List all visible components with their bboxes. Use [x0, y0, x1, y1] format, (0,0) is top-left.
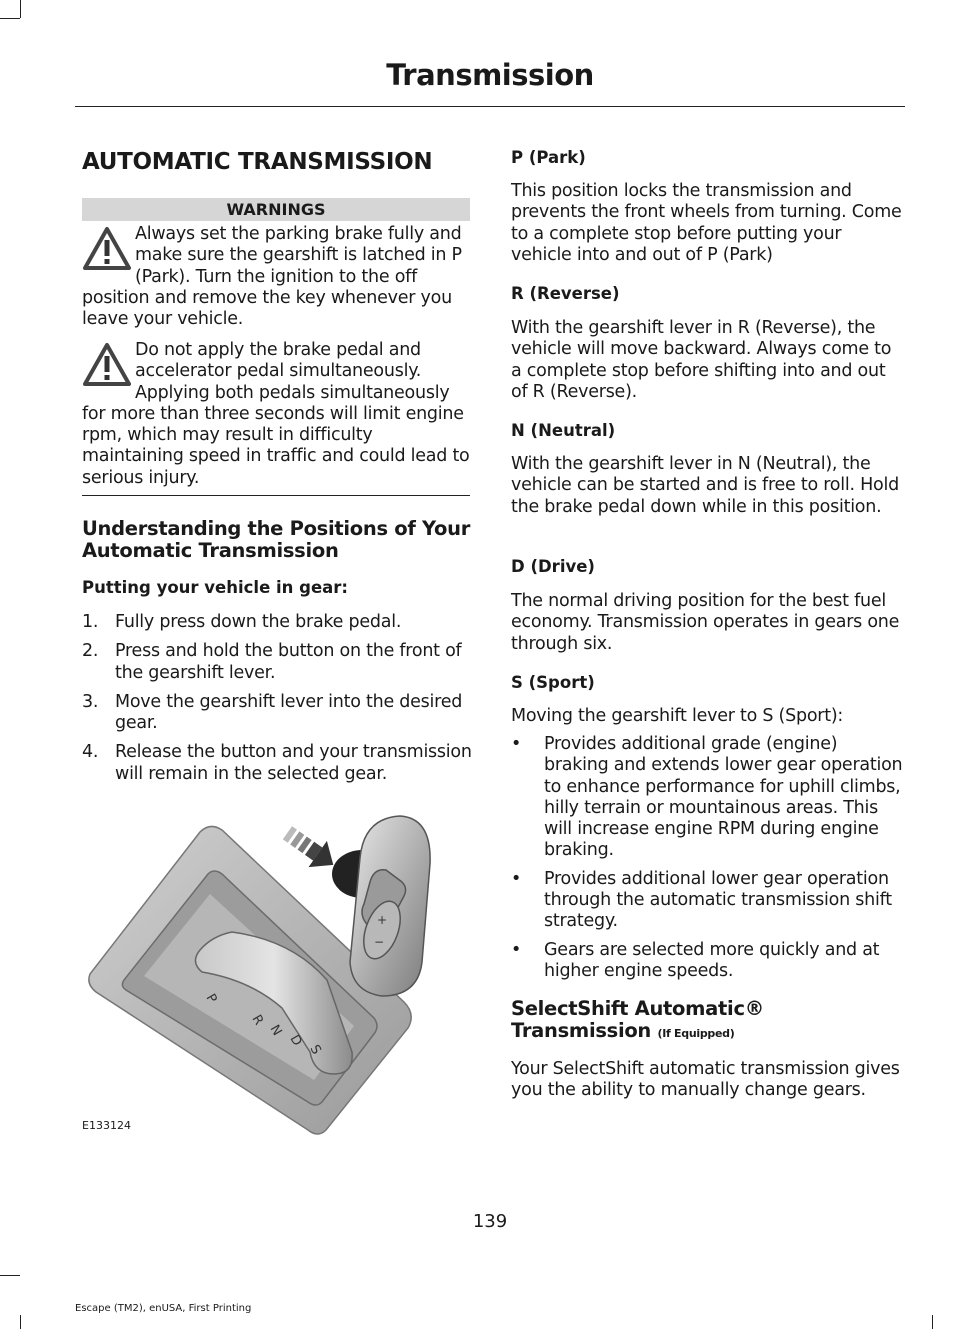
gear-label: Putting your vehicle in gear: [82, 578, 349, 597]
sport-bullets [511, 734, 903, 989]
gate-label-d: D [286, 1032, 305, 1049]
title-divider [75, 106, 905, 107]
selectshift-heading [511, 998, 903, 1044]
neutral-heading: N (Neutral) [511, 421, 616, 440]
park-text: This position locks the transmission and prevents the front wheels from turning. Come to a complete stop before putting your vehicle into and out of P (Park) [511, 181, 902, 265]
subsection-title: Understanding the Positions of Your Automatic Transmission [82, 517, 471, 562]
selectshift-title: SelectShift Automatic® Transmission [511, 997, 764, 1042]
list-item: • Gears are selected more quickly and at higher engine speeds. [511, 939, 880, 981]
warnings-header: WARNINGS [82, 198, 470, 221]
gate-label-n: N [266, 1022, 285, 1039]
crop-mark [932, 1315, 933, 1329]
reverse-heading: R (Reverse) [511, 284, 620, 303]
gate-label-r: R [248, 1012, 267, 1028]
page-title: Transmission [386, 58, 594, 92]
list-item: 2. Press and hold the button on the front of the gearshift lever. [82, 641, 462, 683]
warning-2 [82, 340, 470, 489]
section-title: AUTOMATIC TRANSMISSION [82, 149, 433, 175]
drive-text: The normal driving position for the best fuel economy. Transmission operates in gears one through six. [511, 591, 900, 654]
gate-label-s: S [306, 1042, 324, 1058]
warning-triangle-icon [82, 342, 132, 388]
gear-steps [82, 612, 472, 793]
sport-intro: Moving the gearshift lever to S (Sport): [511, 706, 844, 726]
list-item: 1. Fully press down the brake pedal. [82, 612, 402, 632]
crop-mark [0, 18, 20, 19]
list-item: • Provides additional lower gear operation through the automatic transmission shift strategy. [511, 868, 892, 932]
reverse-text: With the gearshift lever in R (Reverse), the vehicle will move backward. Always come to a complete stop before shifting into and out of R (Reverse). [511, 318, 892, 402]
crop-mark [0, 1275, 20, 1276]
selectshift-text: Your SelectShift automatic transmission gives you the ability to manually change gears. [511, 1059, 900, 1101]
sport-heading: S (Sport) [511, 673, 595, 692]
crop-mark [20, 1315, 21, 1329]
warning-2-text: Do not apply the brake pedal and accelerator pedal simultaneously. Applying both pedals simultaneously for more than three seconds will limit engine rpm, which may result in difficulty maintaining speed in traffic and could lead to serious injury. [82, 340, 470, 488]
warnings-divider [82, 495, 470, 496]
knob-plus-sign: + [377, 913, 388, 927]
gate-label-p: P [202, 991, 220, 1006]
page-number: 139 [472, 1211, 508, 1232]
list-item: 3. Move the gearshift lever into the desired gear. [82, 691, 463, 734]
edition-footer: Escape (TM2), enUSA, First Printing [75, 1303, 252, 1314]
warning-1-text: Always set the parking brake fully and make sure the gearshift is latched in P (Park). Turn the ignition to the off position and remove the key whenever you leave your vehicle. [82, 224, 462, 330]
selectshift-suffix: (If Equipped) [657, 1026, 735, 1040]
warning-triangle-icon [82, 226, 132, 272]
gearshift-illustration [82, 812, 470, 1137]
drive-heading: D (Drive) [511, 557, 595, 576]
park-heading: P (Park) [511, 148, 586, 167]
knob-minus-sign: − [374, 935, 385, 949]
figure-code: E133124 [82, 1119, 131, 1132]
neutral-text: With the gearshift lever in N (Neutral), the vehicle can be started and is free to roll. Hold the brake pedal down while in this position. [511, 454, 899, 517]
warning-1 [82, 224, 470, 330]
list-item: 4. Release the button and your transmission will remain in the selected gear. [82, 742, 472, 784]
list-item: • Provides additional grade (engine) braking and extends lower gear operation to enhance performance for uphill climbs, hilly terrain or mountainous areas. This will increase engine RPM during engine braking. [511, 734, 903, 861]
crop-mark [20, 0, 21, 18]
